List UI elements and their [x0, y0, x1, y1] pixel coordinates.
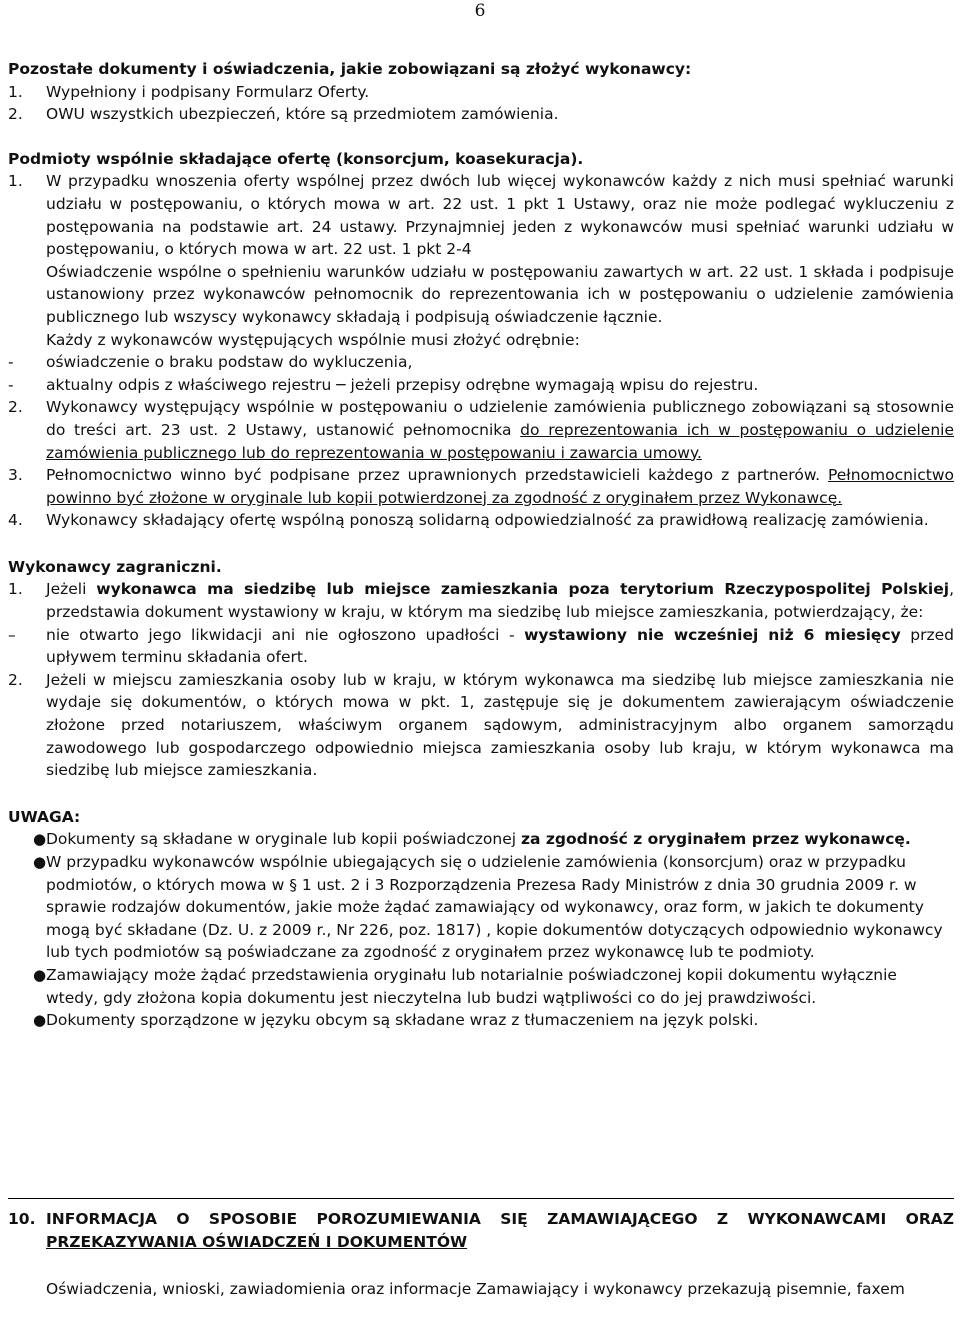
foreign-contractors-heading: Wykonawcy zagraniczni.: [8, 557, 222, 576]
bullet-marker: ●: [33, 965, 47, 984]
dash-marker: -: [8, 353, 14, 372]
paragraph: Każdy z wykonawców występujących wspólnie musi złożyć odrębnie:: [46, 330, 580, 349]
spacer: [8, 126, 954, 148]
dash-marker: –: [8, 625, 16, 644]
bullet-text: Dokumenty sporządzone w języku obcym są składane wraz z tłumaczeniem na język polski.: [46, 1011, 759, 1030]
list-number: 1.: [8, 580, 23, 599]
section-title-row: [8, 1208, 954, 1253]
consortium-heading: Podmioty wspólnie składające ofertę (konsorcjum, koasekuracja).: [8, 149, 584, 168]
list-text: Wykonawcy składający ofertę wspólną ponoszą solidarną odpowiedzialność za prawidłową realizację zamówienia.: [46, 511, 929, 530]
list-item: [8, 509, 954, 532]
text-run: , przedstawia dokument wystawiony w kraju, w którym ma siedzibę lub miejsce zamieszkania, potwierdzający, że:: [46, 580, 954, 622]
bold-text: za zgodność z oryginałem przez wykonawcę.: [520, 830, 911, 849]
bullet-text: [46, 828, 954, 851]
list-text: Jeżeli w miejscu zamieszkania osoby lub w kraju, w którym wykonawca ma siedzibę lub miejsce zamieszkania nie wydaje się dokumentów, o których mowa w pkt. 1, zastępuje się je dokumentem zawierającym oświadczenie złożone przed notariuszem, właściwym organem sądowym, administracyjnym albo organem samorządu zawodowego lub gospodarczego odpowiednio miejsca zamieszkania osoby lub kraju, w którym wykonawca ma siedzibę lub miejsce zamieszkania.: [46, 670, 954, 780]
text-run: Jeżeli: [46, 580, 97, 599]
list-number: 4.: [8, 511, 23, 530]
list-item: [8, 464, 954, 509]
list-text: [46, 578, 954, 623]
list-item: [8, 103, 954, 126]
list-item: [8, 578, 954, 623]
list-number: 1.: [8, 82, 23, 101]
bold-text: wykonawca ma siedzibę lub miejsce zamieszkania poza terytorium Rzeczypospolitej Polskiej: [96, 580, 950, 599]
list-item: [8, 396, 954, 464]
underlined-text: do reprezentowania ich w postępowaniu o udzielenie zamówienia publicznego lub do reprezentowania w postępowaniu i zawarcia umowy.: [46, 420, 954, 462]
bullet-text: Zamawiający może żądać przedstawienia oryginału lub notarialnie poświadczonej kopii dokumentu wyłącznie wtedy, gdy złożona kopia dokumentu jest nieczytelna lub budzi wątpliwości co do jej prawdziwości.: [46, 965, 897, 1007]
list-number: 2.: [8, 398, 23, 417]
dash-text: aktualny odpis z właściwego rejestru ─ jeżeli przepisy odrębne wymagają wpisu do rejestru.: [46, 375, 759, 394]
spacer: [8, 532, 954, 556]
dash-item: [8, 624, 954, 669]
text-run: INFORMACJA O SPOSOBIE POROZUMIEWANIA SIĘ ZAMAWIAJĄCEGO Z WYKONAWCAMI ORAZ: [46, 1210, 954, 1228]
list-item: [8, 81, 954, 104]
text-run: Dokumenty są składane w oryginale lub kopii poświadczonej: [46, 830, 521, 849]
bullet-item: [8, 964, 954, 1009]
section-number: 10.: [8, 1210, 36, 1228]
bold-text: wystawiony nie wcześniej niż 6 miesięcy: [524, 625, 901, 644]
paragraph: Oświadczenie wspólne o spełnieniu warunków udziału w postępowaniu zawartych w art. 22 ust. 1 składa i podpisuje ustanowiony przez wykonawców pełnomocnik do reprezentowania ich w postępowaniu o udzielenie zamówienia publicznego lub wszyscy wykonawcy składają i podpisują oświadczenie łącznie.: [46, 262, 954, 326]
list-text: [46, 464, 954, 509]
bullet-item: [8, 1009, 954, 1032]
list-number: 2.: [8, 670, 23, 689]
section-10-heading: [8, 1208, 954, 1253]
list-number: 1.: [8, 172, 23, 191]
section-title: [46, 1208, 954, 1253]
list-text: Wypełniony i podpisany Formularz Oferty.: [46, 82, 370, 101]
list-number: 2.: [8, 105, 23, 124]
text-run: przed upływem terminu składania ofert.: [46, 625, 954, 667]
list-text: OWU wszystkich ubezpieczeń, które są przedmiotem zamówienia.: [46, 105, 559, 124]
list-item: [8, 170, 954, 260]
uwaga-heading: UWAGA:: [8, 807, 81, 826]
dash-text: oświadczenie o braku podstaw do wykluczenia,: [46, 353, 413, 372]
dash-item: [8, 374, 954, 397]
bullet-marker: ●: [33, 1011, 47, 1030]
underlined-text: Pełnomocnictwo powinno być złożone w oryginale lub kopii potwierdzonej za zgodność z oryginałem przez Wykonawcę.: [46, 466, 954, 507]
bullet-item: [8, 828, 954, 851]
page-number: 6: [474, 1, 486, 21]
section-divider: [8, 1198, 954, 1199]
underlined-text: PRZEKAZYWANIA OŚWIADCZEŃ I DOKUMENTÓW: [46, 1232, 468, 1251]
section-10-body: Oświadczenia, wnioski, zawiadomienia oraz informacje Zamawiający i wykonawcy przekazują pisemnie, faxem: [46, 1280, 905, 1298]
other-documents-heading: Pozostałe dokumenty i oświadczenia, jakie zobowiązani są złożyć wykonawcy:: [8, 60, 692, 78]
bullet-text: W przypadku wykonawców wspólnie ubiegających się o udzielenie zamówienia (konsorcjum) oraz w przypadku podmiotów, o których mowa w § 1 ust. 2 i 3 Rozporządzenia Prezesa Rady Ministrów z dnia 30 grudnia 2009 r. w sprawie rodzajów dokumentów, jakie może żądać zamawiający od wykonawcy, oraz form, w jakich te dokumenty mogą być składane (Dz. U. z 2009 r., Nr 226, poz. 1817) , kopie dokumentów dotyczących odpowiednio wykonawcy lub tych podmiotów są poświadczane za zgodność z oryginałem przez wykonawcę lub te podmioty.: [46, 853, 943, 962]
list-number: 3.: [8, 466, 23, 485]
bullet-marker: ●: [33, 830, 47, 849]
list-text: W przypadku wnoszenia oferty wspólnej przez dwóch lub więcej wykonawców każdy z nich musi spełniać warunki udziału w postępowaniu, o których mowa w art. 22 ust. 1 pkt 1 Ustawy, oraz nie może podlegać wykluczeniu z postępowania na podstawie art. 24 ustawy. Przynajmniej jeden z wykonawców musi spełniać warunki udziału w postępowaniu, o których mowa w art. 22 ust. 1 pkt 2-4: [46, 172, 954, 259]
dash-marker: -: [8, 375, 14, 394]
dash-text: [46, 624, 954, 669]
spacer: [8, 782, 954, 806]
text-run: Wykonawcy występujący wspólnie w postępowaniu o udzielenie zamówienia publicznego zobowiązani są stosownie do treści art. 23 ust. 2 Ustawy, ustanowić pełnomocnika: [46, 398, 954, 439]
document-body: [8, 58, 954, 1032]
list-text: [46, 396, 954, 464]
text-run: Pełnomocnictwo winno być podpisane przez uprawnionych przedstawicieli każdego z partnerów.: [46, 466, 828, 485]
list-item: [8, 669, 954, 782]
text-run: nie otwarto jego likwidacji ani nie ogłoszono upadłości -: [46, 625, 525, 644]
bullet-item: [8, 851, 954, 964]
dash-item: [8, 351, 954, 374]
bullet-marker: ●: [33, 853, 47, 871]
